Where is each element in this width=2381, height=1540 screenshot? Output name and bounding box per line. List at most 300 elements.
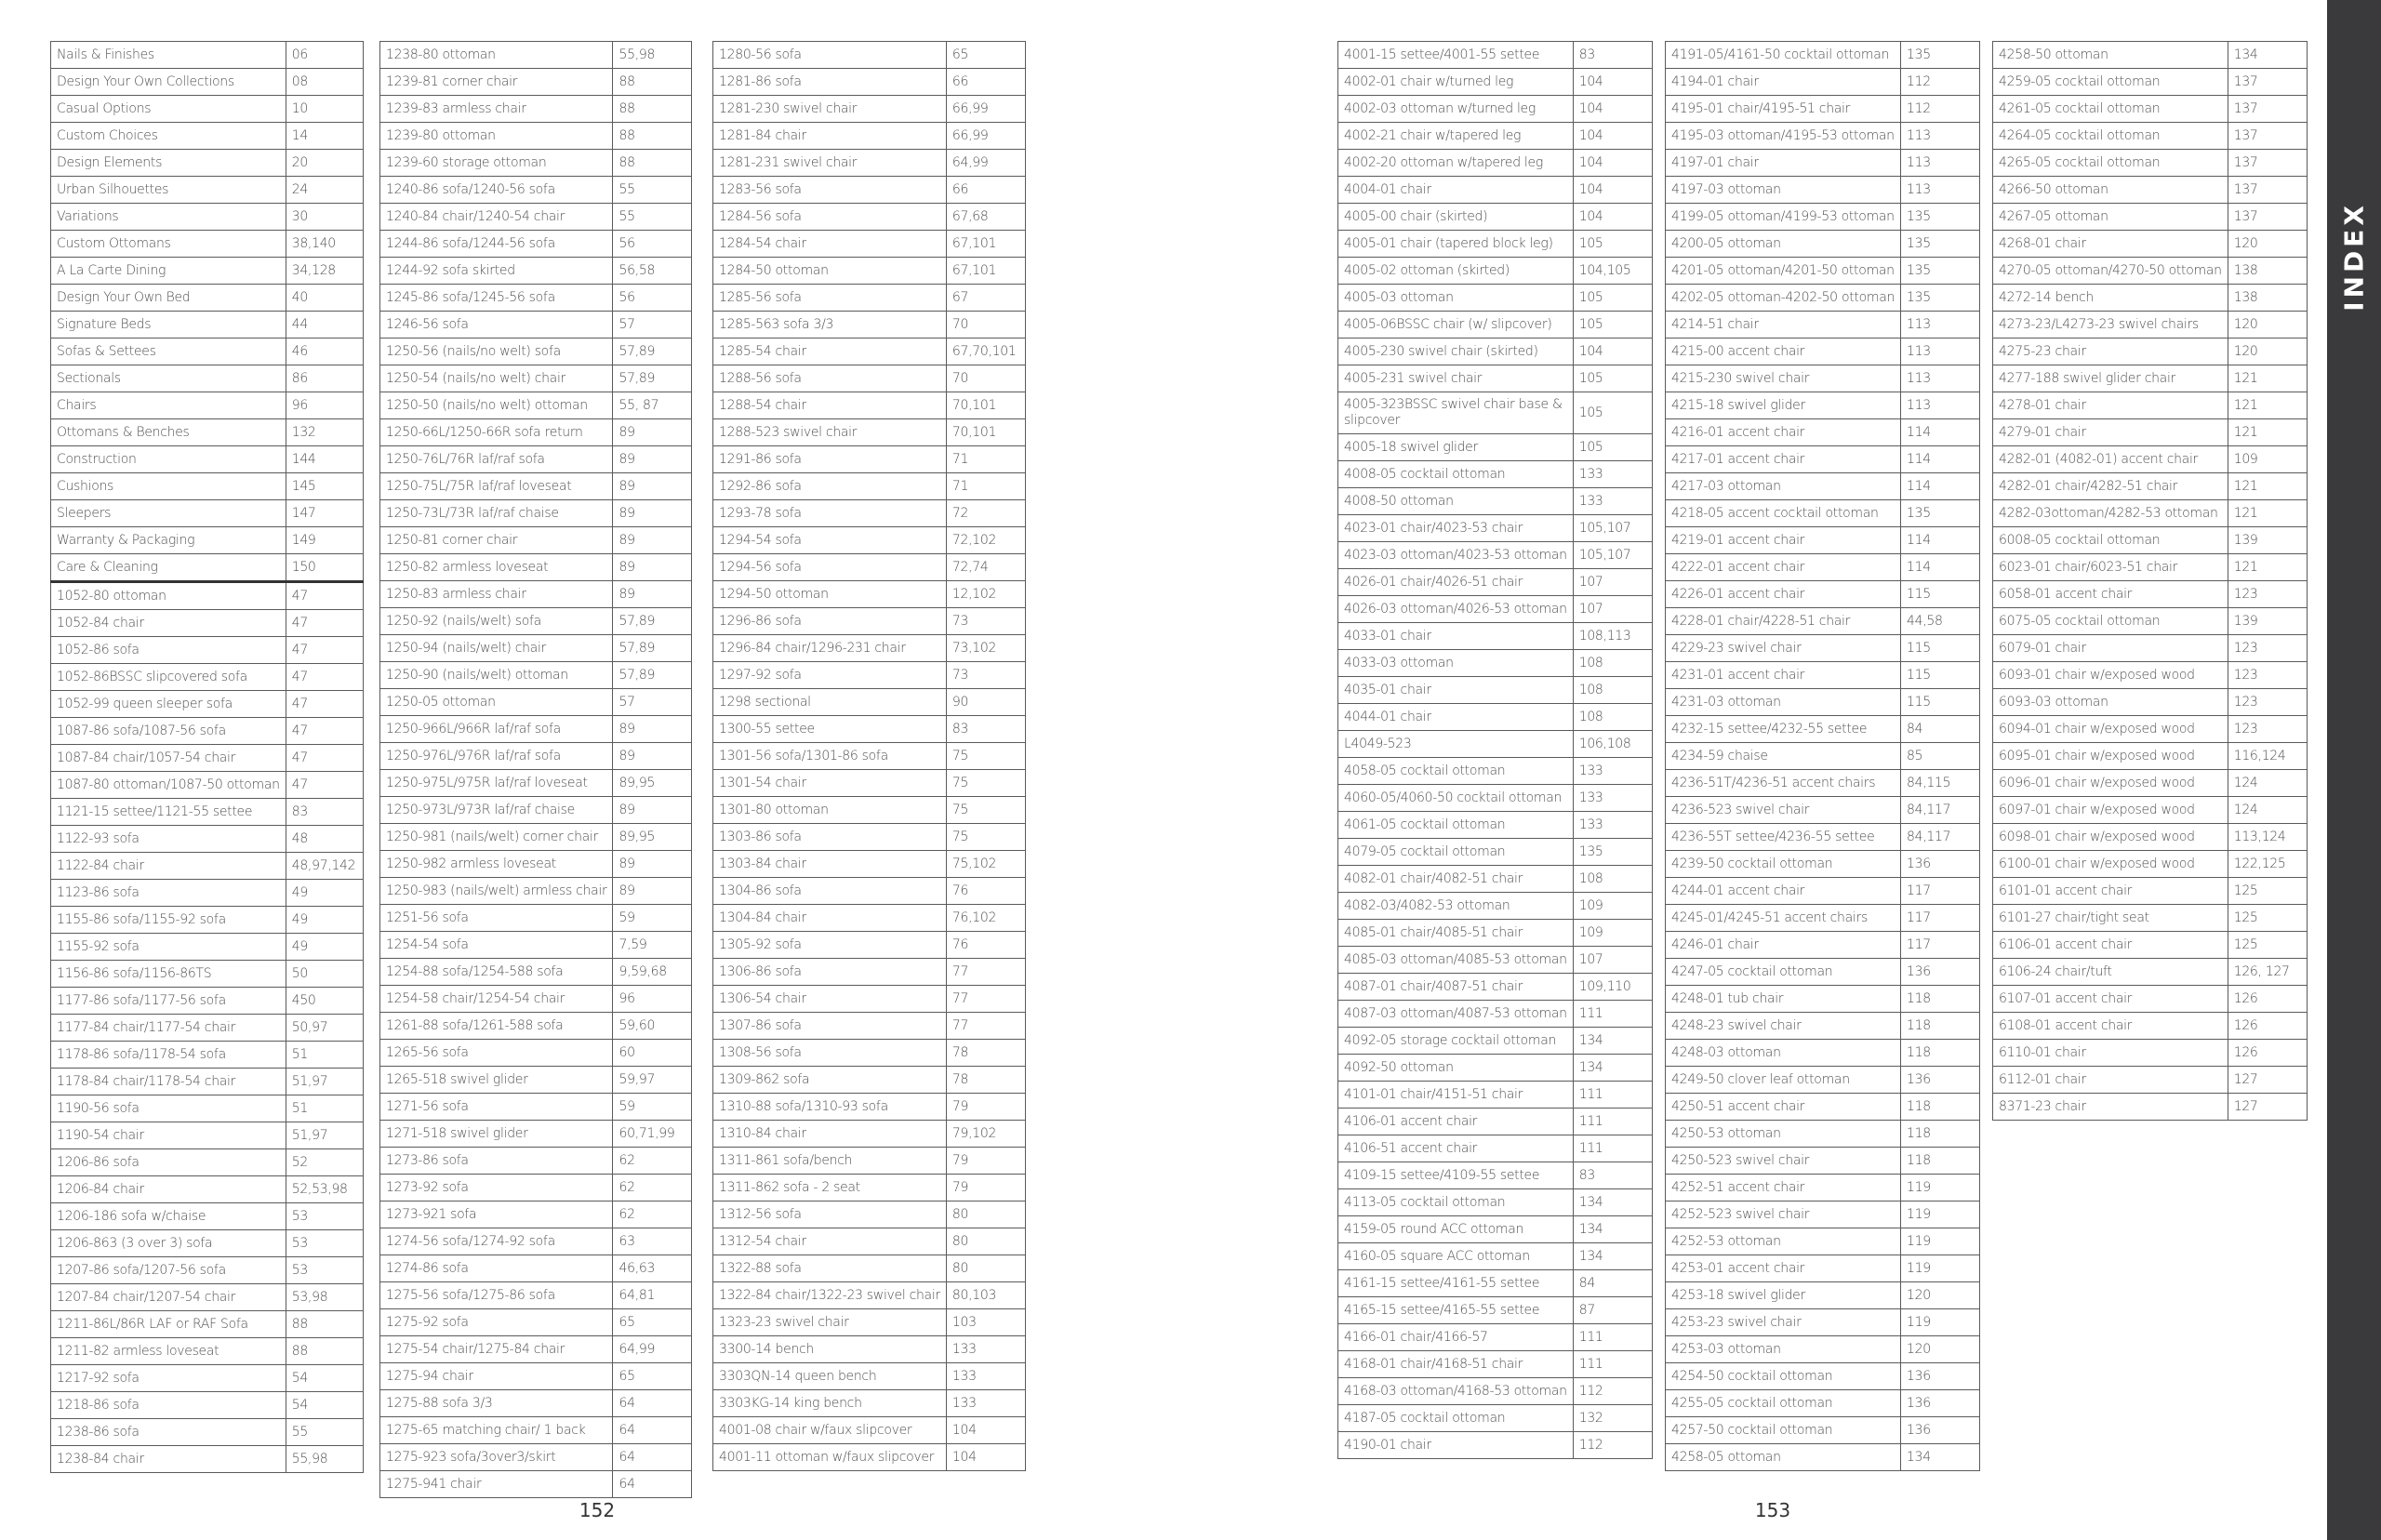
index-row [51, 123, 364, 150]
index-pages: 135 [1901, 42, 1980, 69]
index-row [1666, 1363, 1980, 1390]
index-entry: 1281-230 swivel chair [713, 96, 947, 123]
index-entry: 4023-03 ottoman/4023-53 ottoman [1338, 542, 1574, 569]
index-pages: 59 [613, 905, 692, 932]
index-row [713, 1148, 1026, 1175]
index-row [51, 1446, 364, 1473]
index-row [380, 824, 692, 851]
index-row [713, 932, 1026, 959]
index-pages: 109 [1573, 920, 1652, 947]
index-entry: 4257-50 cocktail ottoman [1666, 1417, 1901, 1444]
index-pages: 145 [286, 473, 363, 500]
index-row [1666, 527, 1980, 554]
index-pages: 137 [2228, 123, 2307, 150]
index-tab-label: INDEX [2338, 202, 2370, 312]
index-pages: 134 [1573, 1189, 1652, 1216]
index-row [713, 716, 1026, 743]
index-entry: 1304-84 chair [713, 905, 947, 932]
index-row [1338, 1351, 1653, 1378]
index-entry: 4264-05 cocktail ottoman [1993, 123, 2228, 150]
index-row [51, 258, 364, 285]
index-row [1666, 851, 1980, 878]
index-pages: 112 [1901, 96, 1980, 123]
index-row [1993, 473, 2308, 500]
index-row [1666, 446, 1980, 473]
index-row [1993, 285, 2308, 312]
index-pages: 109,110 [1573, 974, 1652, 1001]
index-pages: 135 [1901, 500, 1980, 527]
index-pages: 114 [1901, 527, 1980, 554]
index-row [1338, 42, 1653, 69]
index-entry: 1275-56 sofa/1275-86 sofa [380, 1282, 613, 1309]
index-row [713, 1390, 1026, 1417]
index-pages: 77 [946, 1013, 1025, 1040]
index-pages: 64 [613, 1390, 692, 1417]
index-pages: 47 [286, 772, 363, 799]
index-pages: 118 [1901, 1148, 1980, 1175]
index-entry: 4166-01 chair/4166-57 [1338, 1324, 1574, 1351]
index-pages: 111 [1573, 1082, 1652, 1109]
index-pages: 113 [1901, 365, 1980, 392]
index-entry: 1261-88 sofa/1261-588 sofa [380, 1013, 613, 1040]
index-pages: 59,60 [613, 1013, 692, 1040]
index-row [1666, 1228, 1980, 1255]
index-row [713, 581, 1026, 608]
index-row [1993, 986, 2308, 1013]
index-pages: 60 [613, 1040, 692, 1067]
index-entry: Warranty & Packaging [51, 527, 286, 554]
index-entry: 4231-01 accent chair [1666, 662, 1901, 689]
index-entry: 4082-01 chair/4082-51 chair [1338, 866, 1574, 893]
index-entry: 1294-56 sofa [713, 554, 947, 581]
index-entry: Ottomans & Benches [51, 419, 286, 446]
index-entry: 6100-01 chair w/exposed wood [1993, 851, 2228, 878]
index-row [1993, 204, 2308, 231]
index-row [51, 745, 364, 772]
index-pages: 62 [613, 1148, 692, 1175]
index-pages: 121 [2228, 554, 2307, 581]
index-entry: 1250-94 (nails/welt) chair [380, 635, 613, 662]
index-side-tab [2327, 0, 2381, 1540]
index-pages: 118 [1901, 986, 1980, 1013]
index-row [1666, 662, 1980, 689]
index-row [1993, 69, 2308, 96]
index-row [51, 285, 364, 312]
index-entry: 1275-92 sofa [380, 1309, 613, 1336]
index-entry: 4058-05 cocktail ottoman [1338, 758, 1574, 785]
index-row [1338, 812, 1653, 839]
index-row [380, 1121, 692, 1148]
index-pages: 57,89 [613, 339, 692, 365]
index-pages: 120 [1901, 1336, 1980, 1363]
index-pages: 06 [286, 42, 363, 69]
index-pages: 133 [1573, 758, 1652, 785]
index-pages: 80 [946, 1201, 1025, 1228]
index-entry: 4168-01 chair/4168-51 chair [1338, 1351, 1574, 1378]
index-pages: 119 [1901, 1175, 1980, 1201]
index-pages: 105 [1573, 231, 1652, 258]
index-pages: 9,59,68 [613, 959, 692, 986]
index-row [1666, 932, 1980, 959]
index-entry: 4061-05 cocktail ottoman [1338, 812, 1574, 839]
index-entry: Design Your Own Collections [51, 69, 286, 96]
index-pages: 133 [946, 1363, 1025, 1390]
index-entry: 3303KG-14 king bench [713, 1390, 947, 1417]
index-pages: 108 [1573, 677, 1652, 704]
index-entry: 4279-01 chair [1993, 419, 2228, 446]
index-entry: 1250-975L/975R laf/raf loveseat [380, 770, 613, 797]
index-row [713, 797, 1026, 824]
index-row [51, 664, 364, 691]
index-pages: 111 [1573, 1351, 1652, 1378]
index-pages: 118 [1901, 1013, 1980, 1040]
index-row [51, 419, 364, 446]
index-pages: 107 [1573, 596, 1652, 623]
index-entry: 4254-50 cocktail ottoman [1666, 1363, 1901, 1390]
index-row [1993, 716, 2308, 743]
index-entry: 4005-00 chair (skirted) [1338, 204, 1574, 231]
index-pages: 104 [1573, 123, 1652, 150]
index-pages: 120 [1901, 1282, 1980, 1309]
index-entry: 1311-862 sofa - 2 seat [713, 1175, 947, 1201]
index-row [1338, 1082, 1653, 1109]
index-entry: 6093-01 chair w/exposed wood [1993, 662, 2228, 689]
index-row [1338, 704, 1653, 731]
index-row [380, 258, 692, 285]
index-row [1338, 947, 1653, 974]
index-pages: 123 [2228, 581, 2307, 608]
index-row [1666, 177, 1980, 204]
index-row [380, 689, 692, 716]
index-row [1993, 1013, 2308, 1040]
index-entry: 4245-01/4245-51 accent chairs [1666, 905, 1901, 932]
index-entry: 1305-92 sofa [713, 932, 947, 959]
index-pages: 136 [1901, 1067, 1980, 1094]
index-row [1666, 1417, 1980, 1444]
index-entry: 4002-03 ottoman w/turned leg [1338, 96, 1574, 123]
index-row [713, 905, 1026, 932]
index-row [713, 1228, 1026, 1255]
index-entry: 1156-86 sofa/1156-86TS [51, 961, 286, 988]
index-pages: 88 [613, 96, 692, 123]
index-pages: 104 [946, 1417, 1025, 1444]
index-entry: 1281-84 chair [713, 123, 947, 150]
index-row [713, 258, 1026, 285]
index-row [713, 1309, 1026, 1336]
index-row [1993, 392, 2308, 419]
index-entry: 1281-231 swivel chair [713, 150, 947, 177]
index-pages: 83 [1573, 42, 1652, 69]
index-row [380, 743, 692, 770]
index-row [713, 123, 1026, 150]
index-pages: 70,101 [946, 392, 1025, 419]
index-pages: 89,95 [613, 824, 692, 851]
index-entry: 1250-976L/976R laf/raf sofa [380, 743, 613, 770]
index-pages: 66 [946, 177, 1025, 204]
index-pages: 135 [1901, 204, 1980, 231]
index-pages: 112 [1901, 69, 1980, 96]
index-entry: Custom Choices [51, 123, 286, 150]
index-row [380, 905, 692, 932]
index-entry: 1155-92 sofa [51, 934, 286, 961]
index-row [51, 1069, 364, 1095]
index-entry: 1240-86 sofa/1240-56 sofa [380, 177, 613, 204]
index-pages: 75 [946, 824, 1025, 851]
index-pages: 71 [946, 446, 1025, 473]
index-pages: 137 [2228, 96, 2307, 123]
index-row [51, 446, 364, 473]
index-row [1338, 650, 1653, 677]
index-row [1993, 527, 2308, 554]
index-row [713, 69, 1026, 96]
index-pages: 66 [946, 69, 1025, 96]
index-entry: 4005-323BSSC swivel chair base & slipcover [1338, 392, 1574, 434]
index-row [1338, 1162, 1653, 1189]
index-pages: 114 [1901, 473, 1980, 500]
index-entry: 1217-92 sofa [51, 1365, 286, 1392]
index-pages: 89 [613, 473, 692, 500]
index-entry: 6079-01 chair [1993, 635, 2228, 662]
index-row [1338, 69, 1653, 96]
index-entry: 3300-14 bench [713, 1336, 947, 1363]
index-entry: 4253-01 accent chair [1666, 1255, 1901, 1282]
index-entry: 4165-15 settee/4165-55 settee [1338, 1297, 1574, 1324]
index-row [380, 1444, 692, 1471]
index-entry: 1275-88 sofa 3/3 [380, 1390, 613, 1417]
index-row [1993, 824, 2308, 851]
index-entry: 1310-84 chair [713, 1121, 947, 1148]
index-pages: 134 [1901, 1444, 1980, 1471]
index-entry: 4092-05 storage cocktail ottoman [1338, 1028, 1574, 1055]
index-pages: 73 [946, 662, 1025, 689]
index-pages: 114 [1901, 554, 1980, 581]
index-pages: 138 [2228, 258, 2307, 285]
index-pages: 121 [2228, 500, 2307, 527]
index-entry: 4001-11 ottoman w/faux slipcover [713, 1444, 947, 1471]
index-entry: 4253-18 swivel glider [1666, 1282, 1901, 1309]
index-pages: 105 [1573, 285, 1652, 312]
index-row [51, 527, 364, 554]
index-pages: 83 [1573, 1162, 1652, 1189]
index-row [380, 339, 692, 365]
index-pages: 64,99 [613, 1336, 692, 1363]
index-pages: 119 [1901, 1201, 1980, 1228]
index-entry: 4215-18 swivel glider [1666, 392, 1901, 419]
index-entry: 4005-18 swivel glider [1338, 434, 1574, 461]
index-pages: 57 [613, 689, 692, 716]
index-entry: 1250-05 ottoman [380, 689, 613, 716]
index-pages: 134 [1573, 1216, 1652, 1243]
index-row [1993, 554, 2308, 581]
index-entry: 1211-82 armless loveseat [51, 1338, 286, 1365]
index-row [1993, 339, 2308, 365]
index-pages: 50,97 [286, 1015, 363, 1042]
index-entry: 4259-05 cocktail ottoman [1993, 69, 2228, 96]
index-row [1993, 123, 2308, 150]
index-row [713, 1013, 1026, 1040]
index-pages: 84,117 [1901, 797, 1980, 824]
index-pages: 55, 87 [613, 392, 692, 419]
index-pages: 147 [286, 500, 363, 527]
index-row [1666, 285, 1980, 312]
index-row [713, 500, 1026, 527]
index-pages: 107 [1573, 569, 1652, 596]
index-pages: 122,125 [2228, 851, 2307, 878]
index-pages: 112 [1573, 1432, 1652, 1459]
index-pages: 105 [1573, 312, 1652, 339]
index-row [51, 231, 364, 258]
index-row [713, 689, 1026, 716]
index-entry: 4004-01 chair [1338, 177, 1574, 204]
index-pages: 120 [2228, 339, 2307, 365]
index-entry: 4191-05/4161-50 cocktail ottoman [1666, 42, 1901, 69]
index-pages: 117 [1901, 905, 1980, 932]
index-pages: 44,58 [1901, 608, 1980, 635]
index-entry: 4008-05 cocktail ottoman [1338, 461, 1574, 488]
index-row [380, 446, 692, 473]
index-entry: 1271-518 swivel glider [380, 1121, 613, 1148]
index-row [1666, 797, 1980, 824]
index-row [713, 608, 1026, 635]
index-pages: 52 [286, 1149, 363, 1176]
index-pages: 89 [613, 851, 692, 878]
index-pages: 75 [946, 770, 1025, 797]
index-pages: 84 [1901, 716, 1980, 743]
index-pages: 104 [1573, 96, 1652, 123]
index-row [1993, 419, 2308, 446]
index-row [1666, 123, 1980, 150]
index-pages: 136 [1901, 1417, 1980, 1444]
index-entry: 4216-01 accent chair [1666, 419, 1901, 446]
index-row [713, 1067, 1026, 1094]
index-pages: 57,89 [613, 365, 692, 392]
index-entry: 1052-86BSSC slipcovered sofa [51, 664, 286, 691]
index-row [51, 691, 364, 718]
index-row [1666, 96, 1980, 123]
index-row [713, 1336, 1026, 1363]
index-entry: 1310-88 sofa/1310-93 sofa [713, 1094, 947, 1121]
index-entry: 4253-03 ottoman [1666, 1336, 1901, 1363]
index-row [380, 878, 692, 905]
index-entry: 1211-86L/86R LAF or RAF Sofa [51, 1311, 286, 1338]
index-row [380, 42, 692, 69]
index-entry: 4282-01 (4082-01) accent chair [1993, 446, 2228, 473]
index-entry: 4234-59 chaise [1666, 743, 1901, 770]
index-row [51, 1257, 364, 1284]
index-row [380, 527, 692, 554]
index-pages: 75 [946, 797, 1025, 824]
index-entry: 1250-81 corner chair [380, 527, 613, 554]
index-entry: 1245-86 sofa/1245-56 sofa [380, 285, 613, 312]
index-entry: 1206-863 (3 over 3) sofa [51, 1230, 286, 1257]
index-entry: Design Your Own Bed [51, 285, 286, 312]
index-row [1666, 1013, 1980, 1040]
index-entry: 4023-01 chair/4023-53 chair [1338, 515, 1574, 542]
index-pages: 56,58 [613, 258, 692, 285]
index-pages: 150 [286, 554, 363, 582]
index-pages: 85 [1901, 743, 1980, 770]
index-row [380, 392, 692, 419]
index-entry: 1177-86 sofa/1177-56 sofa [51, 988, 286, 1015]
index-entry: 6112-01 chair [1993, 1067, 2228, 1094]
index-row [51, 554, 364, 582]
index-row [1993, 689, 2308, 716]
index-row [51, 312, 364, 339]
index-pages: 66,99 [946, 123, 1025, 150]
index-entry: 4215-00 accent chair [1666, 339, 1901, 365]
index-row [51, 1095, 364, 1122]
index-pages: 135 [1901, 231, 1980, 258]
index-row [1993, 1040, 2308, 1067]
index-entry: 4201-05 ottoman/4201-50 ottoman [1666, 258, 1901, 285]
index-entry: 1250-50 (nails/no welt) ottoman [380, 392, 613, 419]
index-row [1338, 542, 1653, 569]
index-entry: 4008-50 ottoman [1338, 488, 1574, 515]
index-pages: 63 [613, 1228, 692, 1255]
index-row [380, 608, 692, 635]
index-pages: 65 [946, 42, 1025, 69]
index-pages: 78 [946, 1067, 1025, 1094]
index-entry: 6008-05 cocktail ottoman [1993, 527, 2228, 554]
index-pages: 89 [613, 743, 692, 770]
index-row [1993, 365, 2308, 392]
index-row [1338, 96, 1653, 123]
index-pages: 121 [2228, 392, 2307, 419]
index-entry: 4222-01 accent chair [1666, 554, 1901, 581]
index-pages: 89 [613, 716, 692, 743]
index-row [380, 554, 692, 581]
index-row [380, 986, 692, 1013]
index-pages: 72 [946, 500, 1025, 527]
index-row [1666, 1148, 1980, 1175]
index-row [380, 285, 692, 312]
index-pages: 132 [286, 419, 363, 446]
index-pages: 88 [613, 150, 692, 177]
index-row [380, 177, 692, 204]
index-entry: 6058-01 accent chair [1993, 581, 2228, 608]
index-entry: 4026-03 ottoman/4026-53 ottoman [1338, 596, 1574, 623]
index-table-col-2 [379, 41, 692, 1498]
index-pages: 64 [613, 1417, 692, 1444]
index-pages: 113 [1901, 177, 1980, 204]
index-row [51, 637, 364, 664]
index-entry: 4159-05 round ACC ottoman [1338, 1216, 1574, 1243]
index-row [1338, 434, 1653, 461]
index-row [380, 1417, 692, 1444]
index-row [713, 1417, 1026, 1444]
index-entry: Variations [51, 204, 286, 231]
index-row [713, 527, 1026, 554]
index-row [1338, 974, 1653, 1001]
index-row [380, 932, 692, 959]
index-pages: 47 [286, 582, 363, 610]
index-row [1666, 554, 1980, 581]
index-row [1993, 96, 2308, 123]
index-entry: 4265-05 cocktail ottoman [1993, 150, 2228, 177]
index-entry: 1250-966L/966R laf/raf sofa [380, 716, 613, 743]
index-pages: 79 [946, 1148, 1025, 1175]
index-pages: 56 [613, 231, 692, 258]
index-row [1338, 339, 1653, 365]
index-pages: 55 [613, 177, 692, 204]
index-pages: 38,140 [286, 231, 363, 258]
index-pages: 30 [286, 204, 363, 231]
index-row [1338, 839, 1653, 866]
index-row [1666, 1390, 1980, 1417]
index-entry: 1304-86 sofa [713, 878, 947, 905]
index-entry: 1322-88 sofa [713, 1255, 947, 1282]
index-row [1993, 662, 2308, 689]
